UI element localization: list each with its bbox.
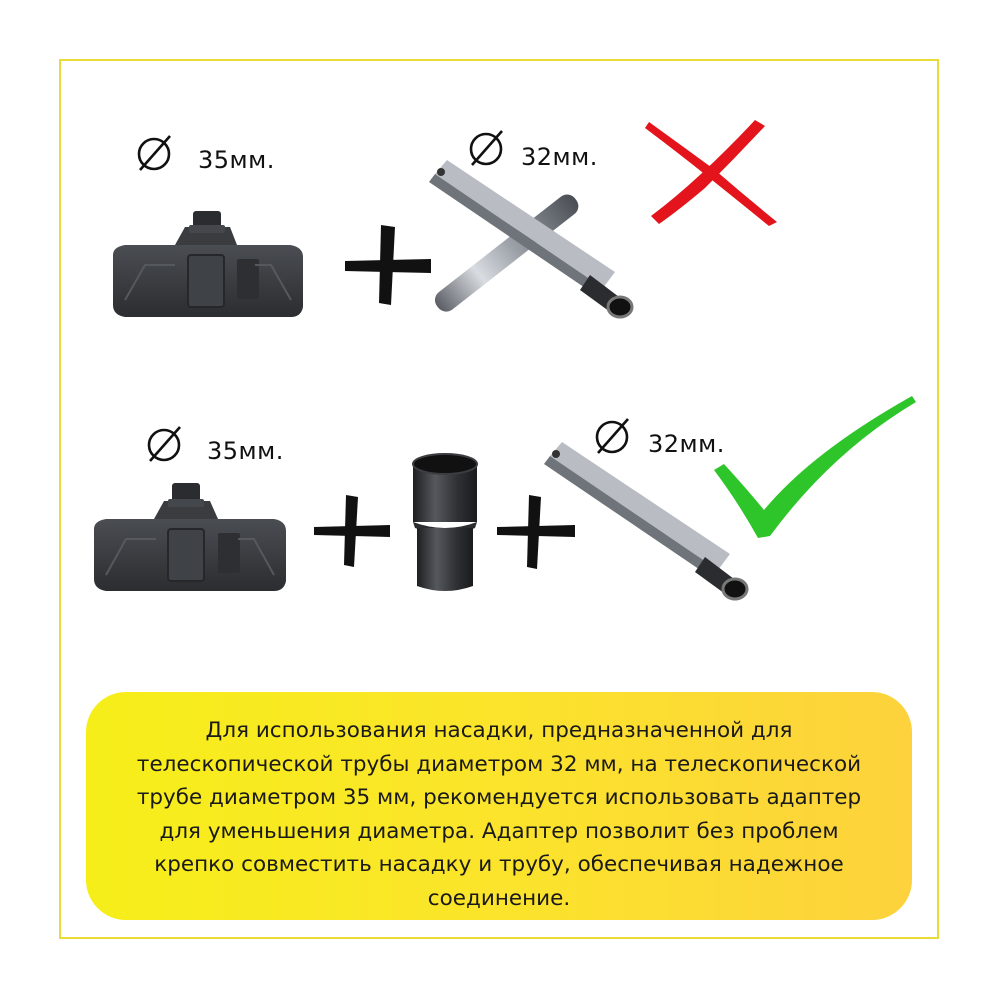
plus-icon <box>312 495 392 567</box>
tube-diameter-label: 32мм. <box>521 143 598 171</box>
nozzle-image <box>105 205 310 320</box>
red-cross-icon <box>645 118 780 228</box>
tube-image <box>425 160 640 320</box>
tube-diameter-label: 32мм. <box>648 430 725 458</box>
plus-icon <box>343 225 433 305</box>
diameter-icon <box>134 133 174 173</box>
adapter-image <box>405 452 485 594</box>
info-text: Для использования насадки, предназначенной для телескопической трубы диаметром 32 мм, на телескопической трубе диаметром 35 мм, рекомендуется использовать адаптер для уменьшения диаметра. Адаптер позволит без проблем крепко совместить насадку и трубу, обеспечивая надежное соединение. <box>136 718 862 911</box>
nozzle-diameter-label: 35мм. <box>207 437 284 465</box>
diameter-icon <box>144 424 184 464</box>
nozzle-image <box>88 475 293 593</box>
info-panel <box>86 692 912 920</box>
nozzle-diameter-label: 35мм. <box>198 146 275 174</box>
green-check-icon <box>712 392 917 542</box>
